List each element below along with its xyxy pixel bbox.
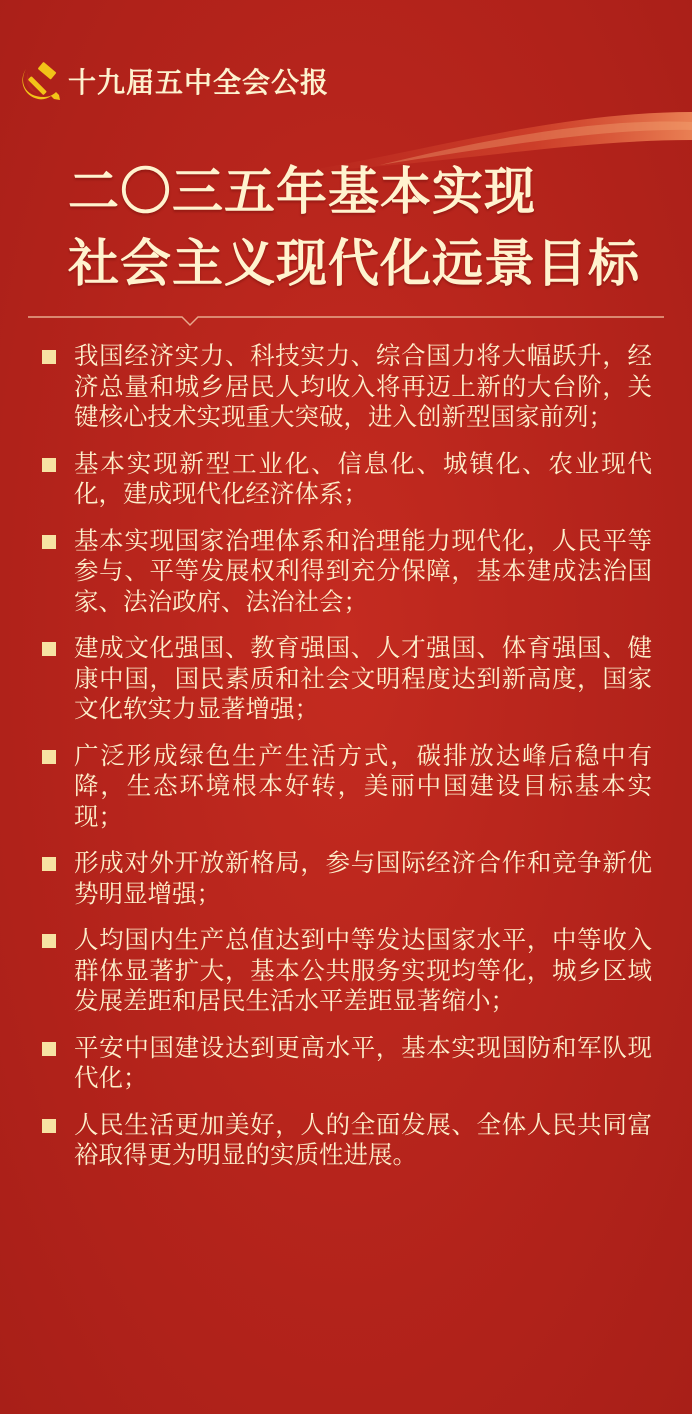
goal-list xyxy=(42,341,652,1187)
square-bullet-icon xyxy=(42,458,56,472)
page-title xyxy=(68,164,640,294)
goal-text: 人民生活更加美好，人的全面发展、全体人民共同富裕取得更为明显的实质性进展。 xyxy=(74,1109,652,1169)
goal-text: 人均国内生产总值达到中等发达国家水平，中等收入群体显著扩大，基本公共服务实现均等化，城乡区域发展差距和居民生活水平差距显著缩小； xyxy=(74,925,652,1015)
list-item xyxy=(42,633,652,725)
list-item xyxy=(42,741,652,833)
square-bullet-icon xyxy=(42,1119,56,1133)
header-title: 十九届五中全会公报 xyxy=(68,66,330,99)
hammer-and-sickle-icon xyxy=(18,59,62,103)
list-item xyxy=(42,1110,652,1171)
list-item xyxy=(42,848,652,909)
header xyxy=(18,58,329,104)
list-item xyxy=(42,925,652,1017)
square-bullet-icon xyxy=(42,750,56,764)
square-bullet-icon xyxy=(42,350,56,364)
square-bullet-icon xyxy=(42,1042,56,1056)
title-divider xyxy=(28,310,664,326)
goal-text: 基本实现国家治理体系和治理能力现代化，人民平等参与、平等发展权利得到充分保障，基本建成法治国家、法治政府、法治社会； xyxy=(74,525,652,616)
goal-text: 平安中国建设达到更高水平，基本实现国防和军队现代化； xyxy=(74,1032,652,1092)
square-bullet-icon xyxy=(42,857,56,871)
list-item xyxy=(42,449,652,510)
list-item xyxy=(42,1033,652,1094)
goal-text: 建成文化强国、教育强国、人才强国、体育强国、健康中国，国民素质和社会文明程度达到新高度，国家文化软实力显著增强； xyxy=(74,633,652,723)
list-item xyxy=(42,341,652,433)
goal-text: 形成对外开放新格局，参与国际经济合作和竞争新优势明显增强； xyxy=(74,848,652,908)
title-line-1: 二〇三五年基本实现 xyxy=(68,163,537,222)
square-bullet-icon xyxy=(42,535,56,549)
goal-text: 基本实现新型工业化、信息化、城镇化、农业现代化，建成现代化经济体系； xyxy=(74,448,652,508)
goal-text: 广泛形成绿色生产生活方式，碳排放达峰后稳中有降，生态环境根本好转，美丽中国建设目标基本实现； xyxy=(74,740,652,831)
list-item xyxy=(42,526,652,618)
square-bullet-icon xyxy=(42,642,56,656)
goal-text: 我国经济实力、科技实力、综合国力将大幅跃升，经济总量和城乡居民人均收入将再迈上新的大台阶，关键核心技术实现重大突破，进入创新型国家前列； xyxy=(74,341,652,431)
square-bullet-icon xyxy=(42,934,56,948)
title-line-2: 社会主义现代化远景目标 xyxy=(68,235,641,294)
